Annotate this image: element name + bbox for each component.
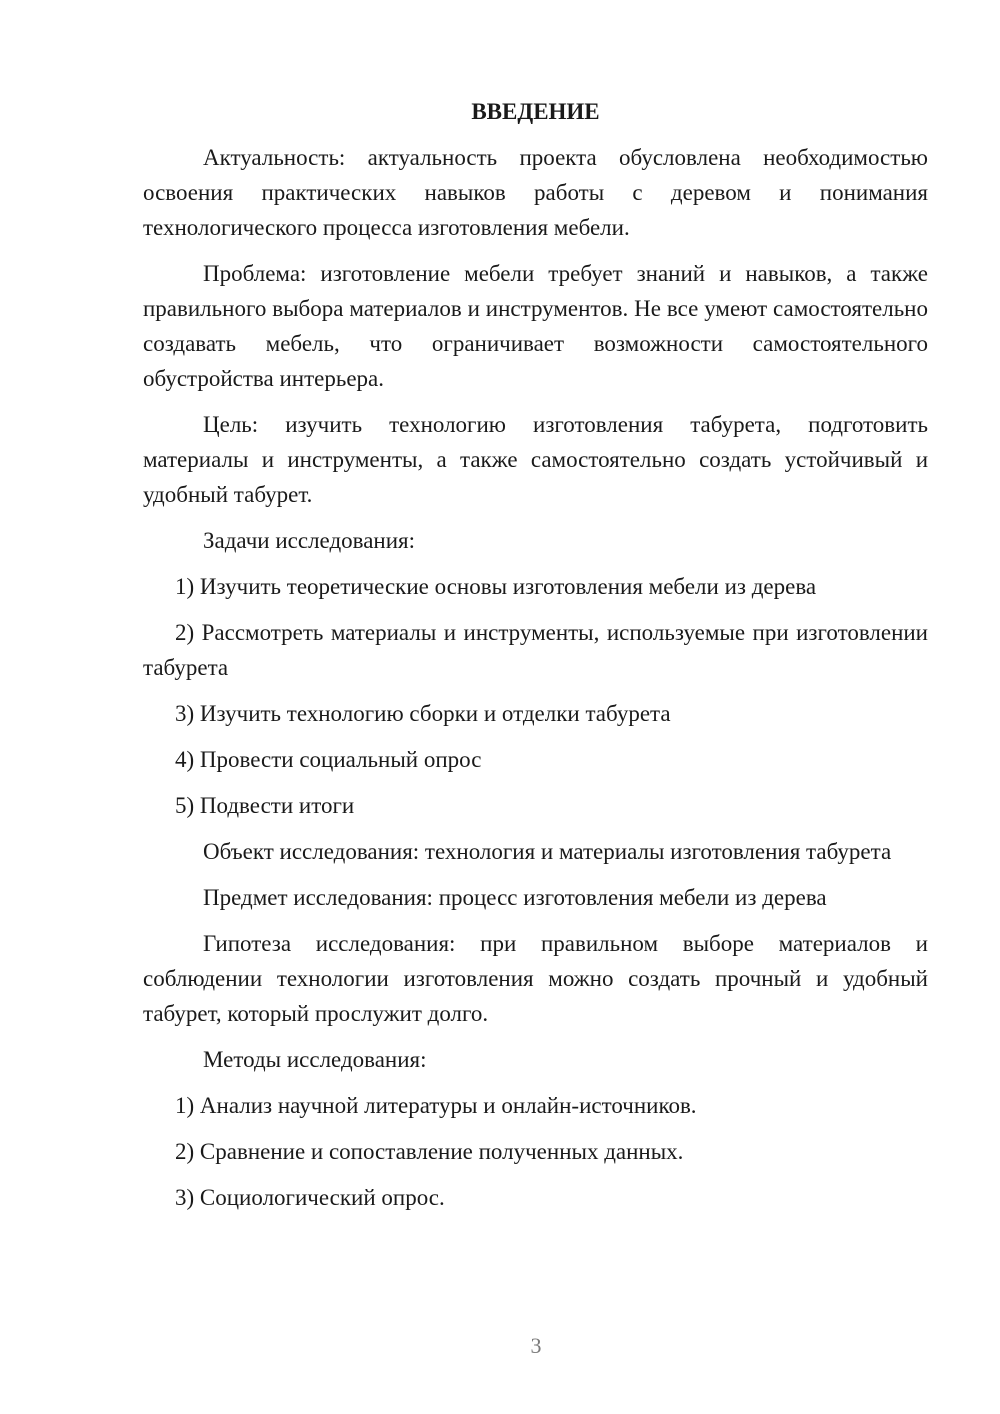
method-item: 2) Сравнение и сопоставление полученных данных. [175,1139,684,1164]
method-item: 1) Анализ научной литературы и онлайн-источников. [175,1093,697,1118]
page-title: ВВЕДЕНИЕ [471,99,600,124]
hypothesis-paragraph: Гипотеза исследования: при правильном выборе материалов и соблюдении технологии изготовления можно создать прочный и удобный табурет, который прослужит долго. [143,931,928,1026]
task-item: 1) Изучить теоретические основы изготовления мебели из дерева [175,574,817,599]
tasks-heading: Задачи исследования: [203,528,416,553]
goal-paragraph: Цель: изучить технологию изготовления табурета, подготовить материалы и инструменты, а также самостоятельно создать устойчивый и удобный табурет. [143,412,928,507]
problem-paragraph: Проблема: изготовление мебели требует знаний и навыков, а также правильного выбора материалов и инструментов. Не все умеют самостоятельно создавать мебель, что ограничивает возможности самостоятельного обустройства интерьера. [143,261,928,391]
subject-paragraph: Предмет исследования: процесс изготовления мебели из дерева [203,885,827,910]
page-body [143,94,928,1226]
task-item: 4) Провести социальный опрос [175,747,482,772]
relevance-paragraph: Актуальность: актуальность проекта обусловлена необходимостью освоения практических навыков работы с деревом и понимания технологического процесса изготовления мебели. [143,145,928,240]
task-item: 2) Рассмотреть материалы и инструменты, используемые при изготовлении табурета [143,620,928,680]
task-item: 5) Подвести итоги [175,793,355,818]
methods-heading: Методы исследования: [203,1047,427,1072]
method-item: 3) Социологический опрос. [175,1185,445,1210]
task-item: 3) Изучить технологию сборки и отделки табурета [175,701,671,726]
object-paragraph: Объект исследования: технология и материалы изготовления табурета [203,839,892,864]
page-number: 3 [530,1333,542,1358]
